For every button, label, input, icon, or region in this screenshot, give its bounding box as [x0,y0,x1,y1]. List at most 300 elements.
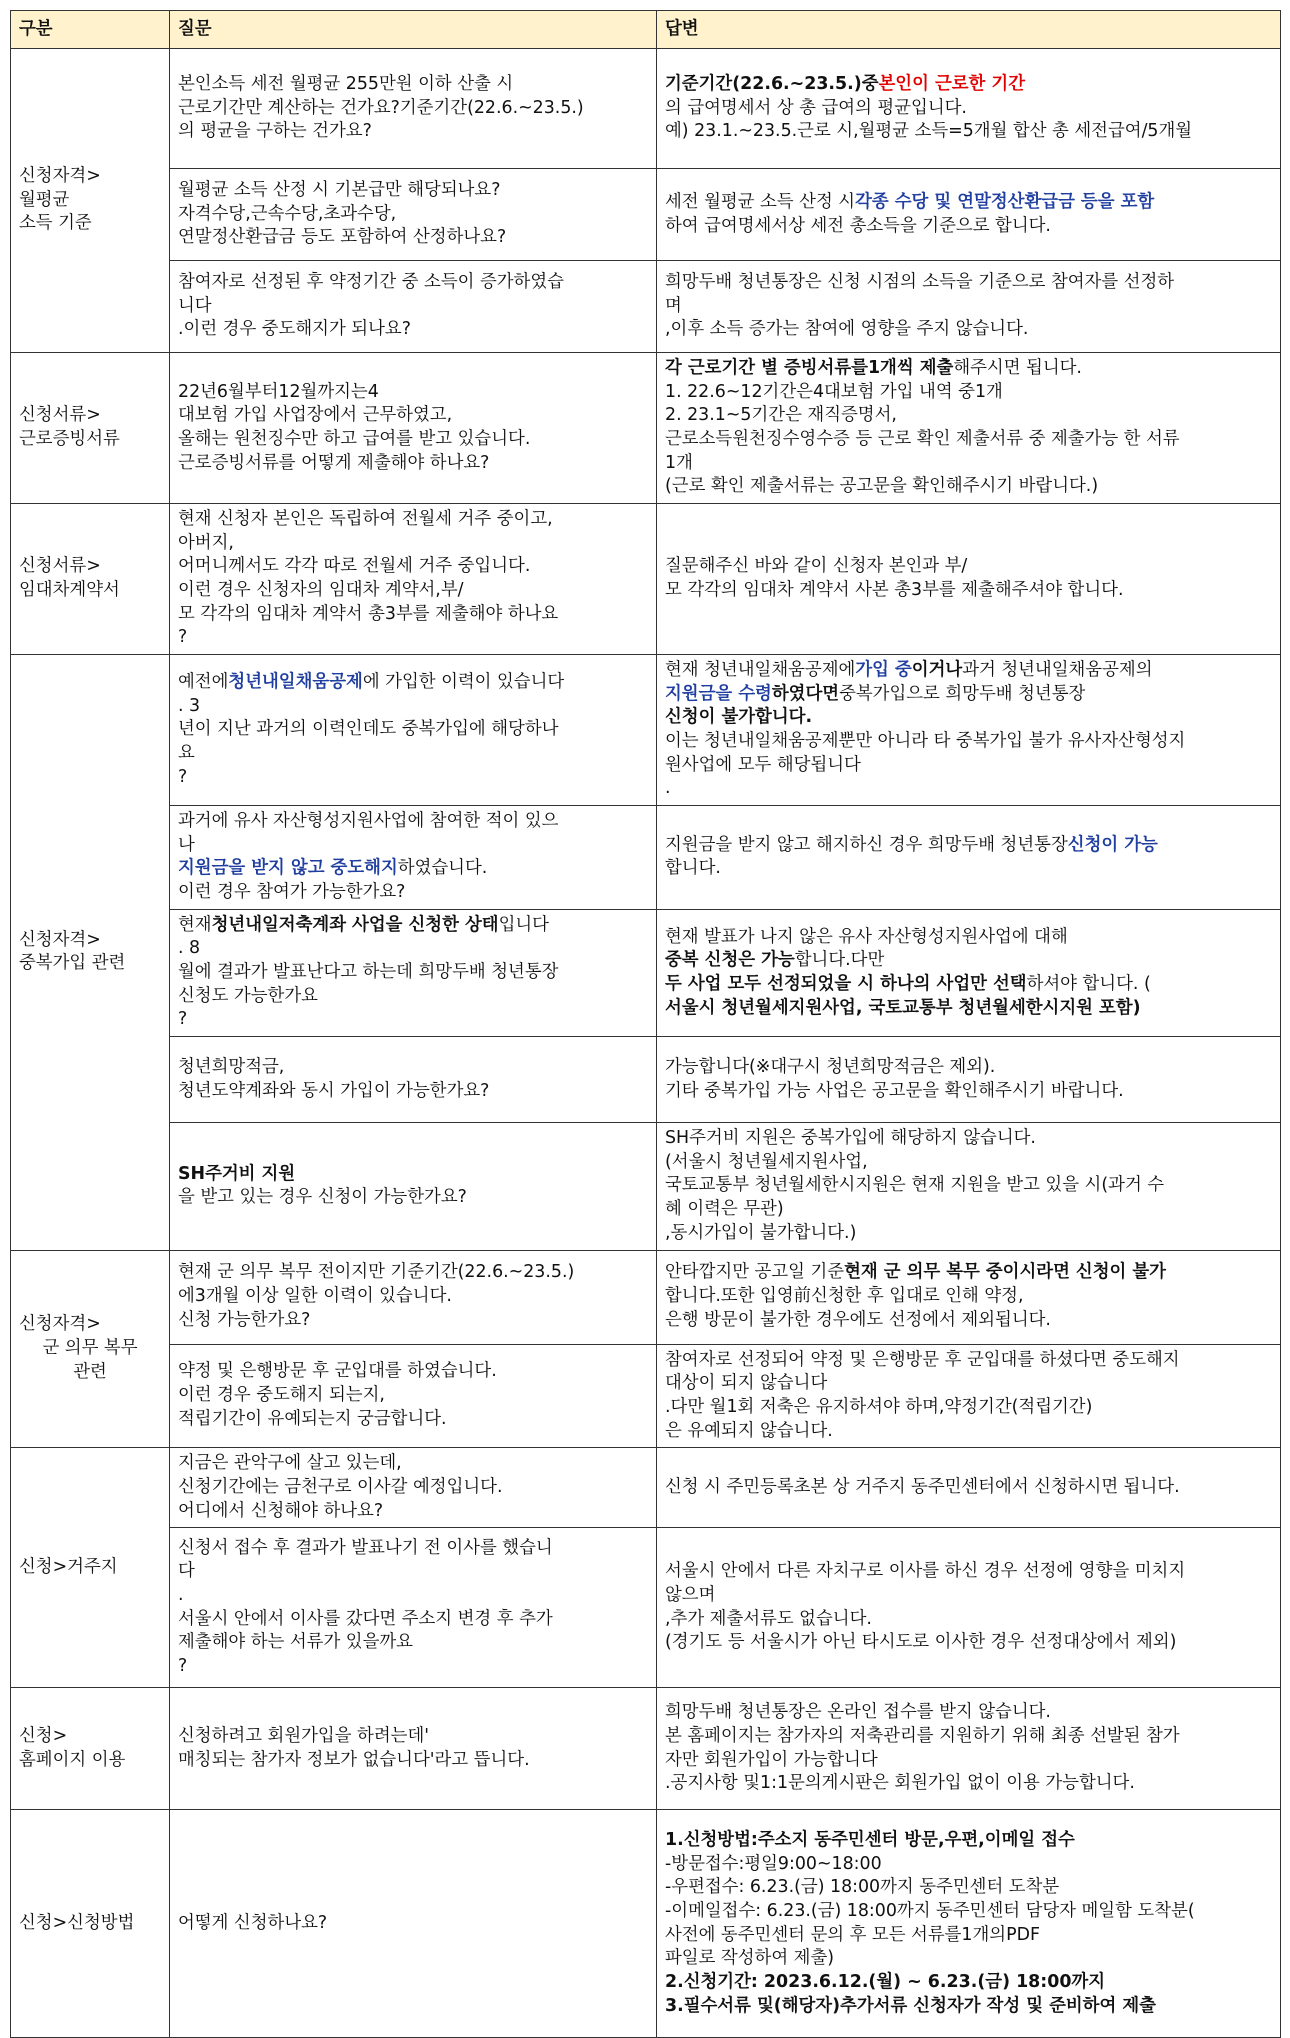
answer-line [665,754,1272,778]
answer-line [665,1971,1272,1995]
faq-row [11,909,1281,1036]
question-text: 을 받고 있는 경우 신청이 가능한가요? [178,1187,467,1208]
question-line [178,1008,648,1032]
answer-line [665,1924,1272,1948]
question-cell [170,49,657,169]
answer-line [665,706,1272,730]
category-cell [11,1688,170,1810]
answer-text: 신청이 불가합니다. [665,707,813,728]
question-text: 월에 결과가 발표난다고 하는데 희망두배 청년통장 [178,962,559,983]
category-cell [11,1250,170,1448]
answer-text: 현재 발표가 나지 않은 유사 자산형성지원사업에 대해 [665,926,1068,947]
question-line [178,1163,648,1187]
answer-text: 지원금을 받지 않고 해지하신 경우 희망두배 청년통장 [665,834,1068,855]
answer-line [665,1151,1272,1175]
answer-text: 합니다. [665,858,721,879]
answer-text: (경기도 등 서울시가 아닌 타시도로 이사한 경우 선정대상에서 제외) [665,1632,1177,1653]
faq-row [11,261,1281,353]
question-text: 현재 [178,914,212,935]
question-line [178,1584,648,1608]
category-line: 홈페이지 이용 [19,1749,126,1770]
question-text: 다 [178,1561,195,1582]
question-text: ? [178,766,188,787]
answer-line [665,1631,1272,1655]
answer-text: 대상이 되지 않습니다 [665,1373,828,1394]
answer-text: 국토교통부 청년월세한시지원은 현재 지원을 받고 있을 시(과거 수 [665,1175,1165,1196]
answer-cell [657,806,1281,910]
question-text: 대보험 가입 사업장에서 근무하였고, [178,405,453,426]
answer-line [665,1829,1272,1853]
question-text: 올해는 원천징수만 하고 급여를 받고 있습니다. [178,429,531,450]
question-line [178,73,648,97]
category-line: 신청> [19,1726,68,1747]
answer-line [665,1749,1272,1773]
answer-text: 파일로 작성하여 제출) [665,1948,835,1969]
answer-text: 혜 이력은 무관) [665,1199,784,1220]
question-text: 하였습니다. [397,858,488,879]
answer-line [665,428,1272,452]
question-text: 청년희망적금, [178,1056,285,1077]
answer-line [665,683,1272,707]
faq-table [10,10,1281,2038]
answer-text: 원사업에 모두 해당됩니다 [665,754,861,775]
question-text: 근로기간만 계산하는 건가요?기준기간(22.6.~23.5.) [178,97,584,118]
answer-text: ,이후 소득 증가는 참여에 영향을 주지 않습니다. [665,319,1029,340]
answer-text: 1. 22.6~12기간은4대보험 가입 내역 중1개 [665,381,1003,402]
question-line [178,1408,648,1432]
answer-line [665,191,1272,215]
question-text: 과거에 유사 자산형성지원사업에 참여한 적이 있으 [178,811,559,832]
faq-row [11,353,1281,504]
category-line: 월평균 [19,189,70,210]
question-line [178,985,648,1009]
question-cell [170,1810,657,2038]
answer-text: 지원금을 수령 [665,683,772,704]
answer-text: 서울시 안에서 다른 자치구로 이사를 하신 경우 선정에 영향을 미치지 [665,1561,1186,1582]
question-line [178,1186,648,1210]
answer-line [665,1174,1272,1198]
answer-line [665,1476,1272,1500]
faq-row [11,806,1281,910]
question-line [178,404,648,428]
answer-text: 두 사업 모두 선정되었을 시 하나의 사업만 선택 [665,973,1027,994]
answer-text: -우편접수: 6.23.(금) 18:00까지 동주민센터 도착분 [665,1877,1060,1898]
answer-text: 사전에 동주민센터 문의 후 모든 서류를1개의PDF [665,1924,1040,1945]
question-line [178,1285,648,1309]
answer-line [665,295,1272,319]
answer-line [665,1947,1272,1971]
answer-line [665,120,1272,144]
answer-text: 이는 청년내일채움공제뿐만 아니라 타 중복가입 불가 유사자산형성지 [665,731,1186,752]
question-line [178,857,648,881]
category-line: 관련 [73,1361,107,1382]
question-line [178,381,648,405]
question-text: 청년내일채움공제 [228,671,363,692]
answer-line [665,1853,1272,1877]
answer-text: 근로소득원천징수영수증 등 근로 확인 제출서류 중 제출가능 한 서류 [665,429,1180,450]
answer-line [665,1608,1272,1632]
category-cell [11,1448,170,1688]
question-cell [170,1528,657,1688]
answer-cell [657,1123,1281,1250]
question-line [178,742,648,766]
question-text: 어디에서 신청해야 하나요? [178,1500,384,1521]
answer-line [665,926,1272,950]
answer-text: .공지사항 및1:1문의게시판은 회원가입 없이 이용 가능합니다. [665,1773,1135,1794]
question-text: 요 [178,742,195,763]
answer-line [665,1261,1272,1285]
question-text: SH주거비 지원 [178,1163,296,1184]
question-text: 이런 경우 신청자의 임대차 계약서,부/ [178,580,464,601]
answer-text: 하여 급여명세서상 세전 총소득을 기준으로 합니다. [665,215,1051,236]
question-text: 22년6월부터12월까지는4 [178,381,379,402]
question-text: 지금은 관악구에 살고 있는데, [178,1453,402,1474]
category-line: 신청>신청방법 [19,1912,135,1933]
answer-cell [657,909,1281,1036]
question-line [178,579,648,603]
category-cell [11,353,170,504]
question-text: 매칭되는 참가자 정보가 없습니다'라고 뜹니다. [178,1749,530,1770]
question-line [178,1384,648,1408]
category-line: 신청>거주지 [19,1556,118,1577]
faq-row [11,655,1281,806]
answer-cell [657,1810,1281,2038]
answer-text: (근로 확인 제출서류는 공고문을 확인해주시기 바랍니다.) [665,476,1099,497]
answer-text: 해주시면 됩니다. [953,358,1082,378]
question-text: ? [178,1009,188,1030]
category-line: 신청자격> [19,165,101,186]
category-line: 신청자격> [19,1314,101,1335]
question-line [178,937,648,961]
question-line [178,1080,648,1104]
question-text: 제출해야 하는 서류가 있을까요 [178,1632,413,1653]
answer-line [665,1584,1272,1608]
question-text: 에 가입한 이력이 있습니다 [362,671,565,692]
question-line [178,1608,648,1632]
question-line [178,1631,648,1655]
answer-text: . [665,778,671,799]
question-text: 근로증빙서류를 어떻게 제출해야 하나요? [178,452,490,473]
question-text: 청년내일저축계좌 사업을 신청한 상태 [211,914,499,935]
answer-text: 안타깝지만 공고일 기준 [665,1262,845,1283]
question-line [178,695,648,719]
answer-line [665,949,1272,973]
answer-text: -방문접수:평일9:00~18:00 [665,1853,882,1874]
answer-text: 참여자로 선정되어 약정 및 은행방문 후 군입대를 하셨다면 중도해지 [665,1349,1180,1370]
answer-text: .다만 월1회 저축은 유지하셔야 하며,약정기간(적립기간) [665,1396,1093,1417]
answer-cell [657,1688,1281,1810]
answer-text: 모 각각의 임대차 계약서 사본 총3부를 제출해주셔야 합니다. [665,580,1124,601]
answer-text: 않으며 [665,1585,716,1606]
question-text: 연말정산환급금 등도 포함하여 산정하나요? [178,227,507,248]
answer-line [665,271,1272,295]
answer-line [665,730,1272,754]
faq-row [11,1344,1281,1448]
answer-line [665,834,1272,858]
question-line [178,1655,648,1679]
question-text: . [178,1585,184,1606]
header-row [11,11,1281,49]
answer-text: 질문해주신 바와 같이 신청자 본인과 부/ [665,556,968,577]
question-line [178,1476,648,1500]
question-line [178,1500,648,1524]
answer-text: -이메일접수: 6.23.(금) 18:00까지 동주민센터 담당자 메일함 도착분( [665,1901,1195,1922]
answer-text: 현재 군 의무 복무 중이시라면 신청이 불가 [844,1262,1166,1283]
answer-line [665,1372,1272,1396]
question-text: 이런 경우 중도해지 되는지, [178,1385,385,1405]
faq-row [11,504,1281,655]
question-line [178,97,648,121]
answer-cell [657,1250,1281,1344]
question-line [178,1452,648,1476]
answer-line [665,452,1272,476]
question-line [178,603,648,627]
category-line: 소득 기준 [19,213,92,234]
category-line: 군 의무 복무 [42,1338,138,1358]
question-text: ? [178,627,188,648]
category-line: 임대차계약서 [19,580,120,601]
question-text: ? [178,1656,188,1677]
answer-text: (서울시 청년월세지원사업, [665,1151,868,1172]
question-text: 신청기간에는 금천구로 이사갈 예정입니다. [178,1476,503,1497]
answer-cell [657,1344,1281,1448]
question-cell [170,909,657,1036]
question-line [178,718,648,742]
question-text: 자격수당,근속수당,초과수당, [178,203,397,224]
answer-line [665,997,1272,1021]
question-text: 약정 및 은행방문 후 군입대를 하였습니다. [178,1361,497,1382]
answer-text: 2. 23.1~5기간은 재직증명서, [665,405,897,426]
answer-text: 희망두배 청년통장은 신청 시점의 소득을 기준으로 참여자를 선정하 [665,271,1175,292]
answer-line [665,1560,1272,1584]
question-line [178,961,648,985]
question-text: 어떻게 신청하나요? [178,1912,328,1933]
question-text: 모 각각의 임대차 계약서 총3부를 제출해야 하나요 [178,603,559,624]
answer-line [665,1701,1272,1725]
answer-line [665,1995,1272,2019]
question-cell [170,504,657,655]
question-line [178,508,648,532]
answer-line [665,1056,1272,1080]
question-line [178,1725,648,1749]
faq-row [11,169,1281,261]
answer-cell [657,1037,1281,1123]
answer-text: 하였다면 [771,683,840,704]
question-cell [170,1344,657,1448]
answer-line [665,97,1272,121]
question-cell [170,1688,657,1810]
answer-line [665,475,1272,499]
question-line [178,1912,648,1936]
question-text: 신청서 접수 후 결과가 발표나기 전 이사를 했습니 [178,1537,553,1558]
answer-line [665,1396,1272,1420]
answer-text: 서울시 청년월세지원사업, 국토교통부 청년월세한시지원 포함) [665,997,1141,1018]
question-line [178,914,648,938]
answer-line [665,1900,1272,1924]
question-cell [170,1037,657,1123]
question-line [178,271,648,295]
answer-line [665,857,1272,881]
question-text: 이런 경우 참여가 가능한가요? [178,882,406,903]
answer-line [665,1876,1272,1900]
faq-row [11,1688,1281,1810]
question-line [178,766,648,790]
answer-line [665,579,1272,603]
question-line [178,226,648,250]
answer-text: SH주거비 지원은 중복가입에 해당하지 않습니다. [665,1128,1036,1149]
question-text: 신청도 가능한가요 [178,985,318,1006]
answer-line [665,215,1272,239]
answer-text: 1개 [665,452,693,473]
answer-cell [657,49,1281,169]
answer-line [665,318,1272,342]
answer-line [665,1309,1272,1333]
question-line [178,881,648,905]
category-cell [11,504,170,655]
answer-text: ,추가 제출서류도 없습니다. [665,1608,872,1629]
answer-text: 중복가입으로 희망두배 청년통장 [839,683,1086,704]
question-line [178,1056,648,1080]
question-line [178,318,648,342]
question-text: 아버지, [178,532,234,553]
question-line [178,203,648,227]
answer-cell [657,655,1281,806]
category-line: 신청자격> [19,929,101,950]
header-answer: 답변 [657,11,1281,49]
question-text: 지원금을 받지 않고 중도해지 [178,858,398,879]
question-cell [170,353,657,504]
answer-text: 가입 중 [855,660,912,681]
faq-row [11,1037,1281,1123]
question-cell [170,655,657,806]
answer-cell [657,353,1281,504]
answer-text: 신청 시 주민등록초본 상 거주지 동주민센터에서 신청하시면 됩니다. [665,1476,1180,1497]
answer-text: 합니다.다만 [794,950,885,971]
question-text: 참여자로 선정된 후 약정기간 중 소득이 증가하였습 [178,271,564,292]
answer-line [665,1725,1272,1749]
question-text: 본인소득 세전 월평균 255만원 이하 산출 시 [178,73,514,94]
answer-text: 의 급여명세서 상 총 급여의 평균입니다. [665,97,967,118]
faq-body [11,49,1281,2038]
answer-cell [657,261,1281,353]
answer-line [665,973,1272,997]
answer-cell [657,1528,1281,1688]
answer-text: 이거나 [911,660,963,681]
answer-line [665,1222,1272,1246]
answer-line [665,357,1272,381]
question-line [178,1537,648,1561]
faq-row [11,1448,1281,1528]
question-cell [170,1448,657,1528]
question-line [178,1560,648,1584]
answer-text: 중복 신청은 가능 [665,950,795,971]
answer-line [665,555,1272,579]
category-line: 중복가입 관련 [19,953,126,974]
question-line [178,295,648,319]
answer-text: 과거 청년내일채움공제의 [962,660,1153,681]
question-text: 신청하려고 회원가입을 하려는데' [178,1726,430,1747]
question-cell [170,1123,657,1250]
answer-text: 3.필수서류 및(해당자)추가서류 신청자가 작성 및 준비하여 제출 [665,1995,1156,2016]
question-line [178,671,648,695]
answer-line [665,1080,1272,1104]
answer-text: 현재 청년내일채움공제에 [665,660,856,681]
answer-line [665,1285,1272,1309]
answer-line [665,73,1272,97]
question-line [178,1749,648,1773]
answer-cell [657,1448,1281,1528]
answer-text: 각종 수당 및 연말정산환급금 등을 포함 [855,191,1155,212]
answer-text: 세전 월평균 소득 산정 시 [665,191,856,212]
question-line [178,179,648,203]
faq-row [11,49,1281,169]
answer-line [665,659,1272,683]
faq-row [11,1528,1281,1688]
question-line [178,834,648,858]
question-text: 적립기간이 유예되는지 궁금합니다. [178,1408,447,1429]
question-text: 서울시 안에서 이사를 갔다면 주소지 변경 후 추가 [178,1608,553,1629]
question-text: 월평균 소득 산정 시 기본급만 해당되나요? [178,179,501,200]
answer-text: 며 [665,295,682,316]
question-line [178,555,648,579]
answer-line [665,1198,1272,1222]
question-text: 예전에 [178,671,229,692]
question-line [178,532,648,556]
faq-row [11,1123,1281,1250]
answer-text: ,동시가입이 불가합니다.) [665,1222,857,1243]
question-line [178,428,648,452]
answer-cell [657,504,1281,655]
answer-text: 은행 방문이 불가한 경우에도 선정에서 제외됩니다. [665,1309,1051,1330]
answer-text: 예) 23.1.~23.5.근로 시,월평균 소득=5개월 합산 총 세전급여/5개월 [665,121,1193,142]
question-text: 청년도약계좌와 동시 가입이 가능한가요? [178,1080,490,1101]
answer-line [665,777,1272,801]
answer-text: 합니다.또한 입영前신청한 후 입대로 인해 약정, [665,1286,1024,1307]
answer-line [665,1349,1272,1373]
question-line [178,120,648,144]
answer-cell [657,169,1281,261]
answer-text: 본인이 근로한 기간 [878,73,1026,94]
answer-text: 기타 중복가입 가능 사업은 공고문을 확인해주시기 바랍니다. [665,1080,1124,1101]
answer-line [665,1127,1272,1151]
category-line: 근로증빙서류 [19,429,120,450]
answer-text: 본 홈페이지는 참가자의 저축관리를 지원하기 위해 최종 선발된 참가 [665,1726,1180,1747]
question-line [178,810,648,834]
question-text: 에3개월 이상 일한 이력이 있습니다. [178,1286,452,1307]
answer-text: 2.신청기간: 2023.6.12.(월) ~ 6.23.(금) 18:00까지 [665,1972,1106,1993]
answer-text: 희망두배 청년통장은 온라인 접수를 받지 않습니다. [665,1702,1051,1723]
question-text: 입니다 [498,914,549,935]
question-cell [170,806,657,910]
question-text: 신청 가능한가요? [178,1309,311,1330]
question-cell [170,261,657,353]
header-category: 구분 [11,11,170,49]
header-question: 질문 [170,11,657,49]
answer-text: 은 유예되지 않습니다. [665,1420,833,1441]
category-cell [11,655,170,1250]
question-text: 의 평균을 구하는 건가요? [178,121,372,142]
answer-line [665,404,1272,428]
question-cell [170,169,657,261]
answer-text: 하셔야 합니다. ( [1026,973,1151,994]
question-text: 나 [178,834,195,855]
question-line [178,626,648,650]
question-text: 현재 신청자 본인은 독립하여 전월세 거주 중이고, [178,509,553,530]
answer-text: 신청이 가능 [1067,834,1158,855]
category-line: 신청서류> [19,556,101,577]
answer-text: 자만 회원가입이 가능합니다 [665,1749,878,1770]
answer-line [665,1772,1272,1796]
